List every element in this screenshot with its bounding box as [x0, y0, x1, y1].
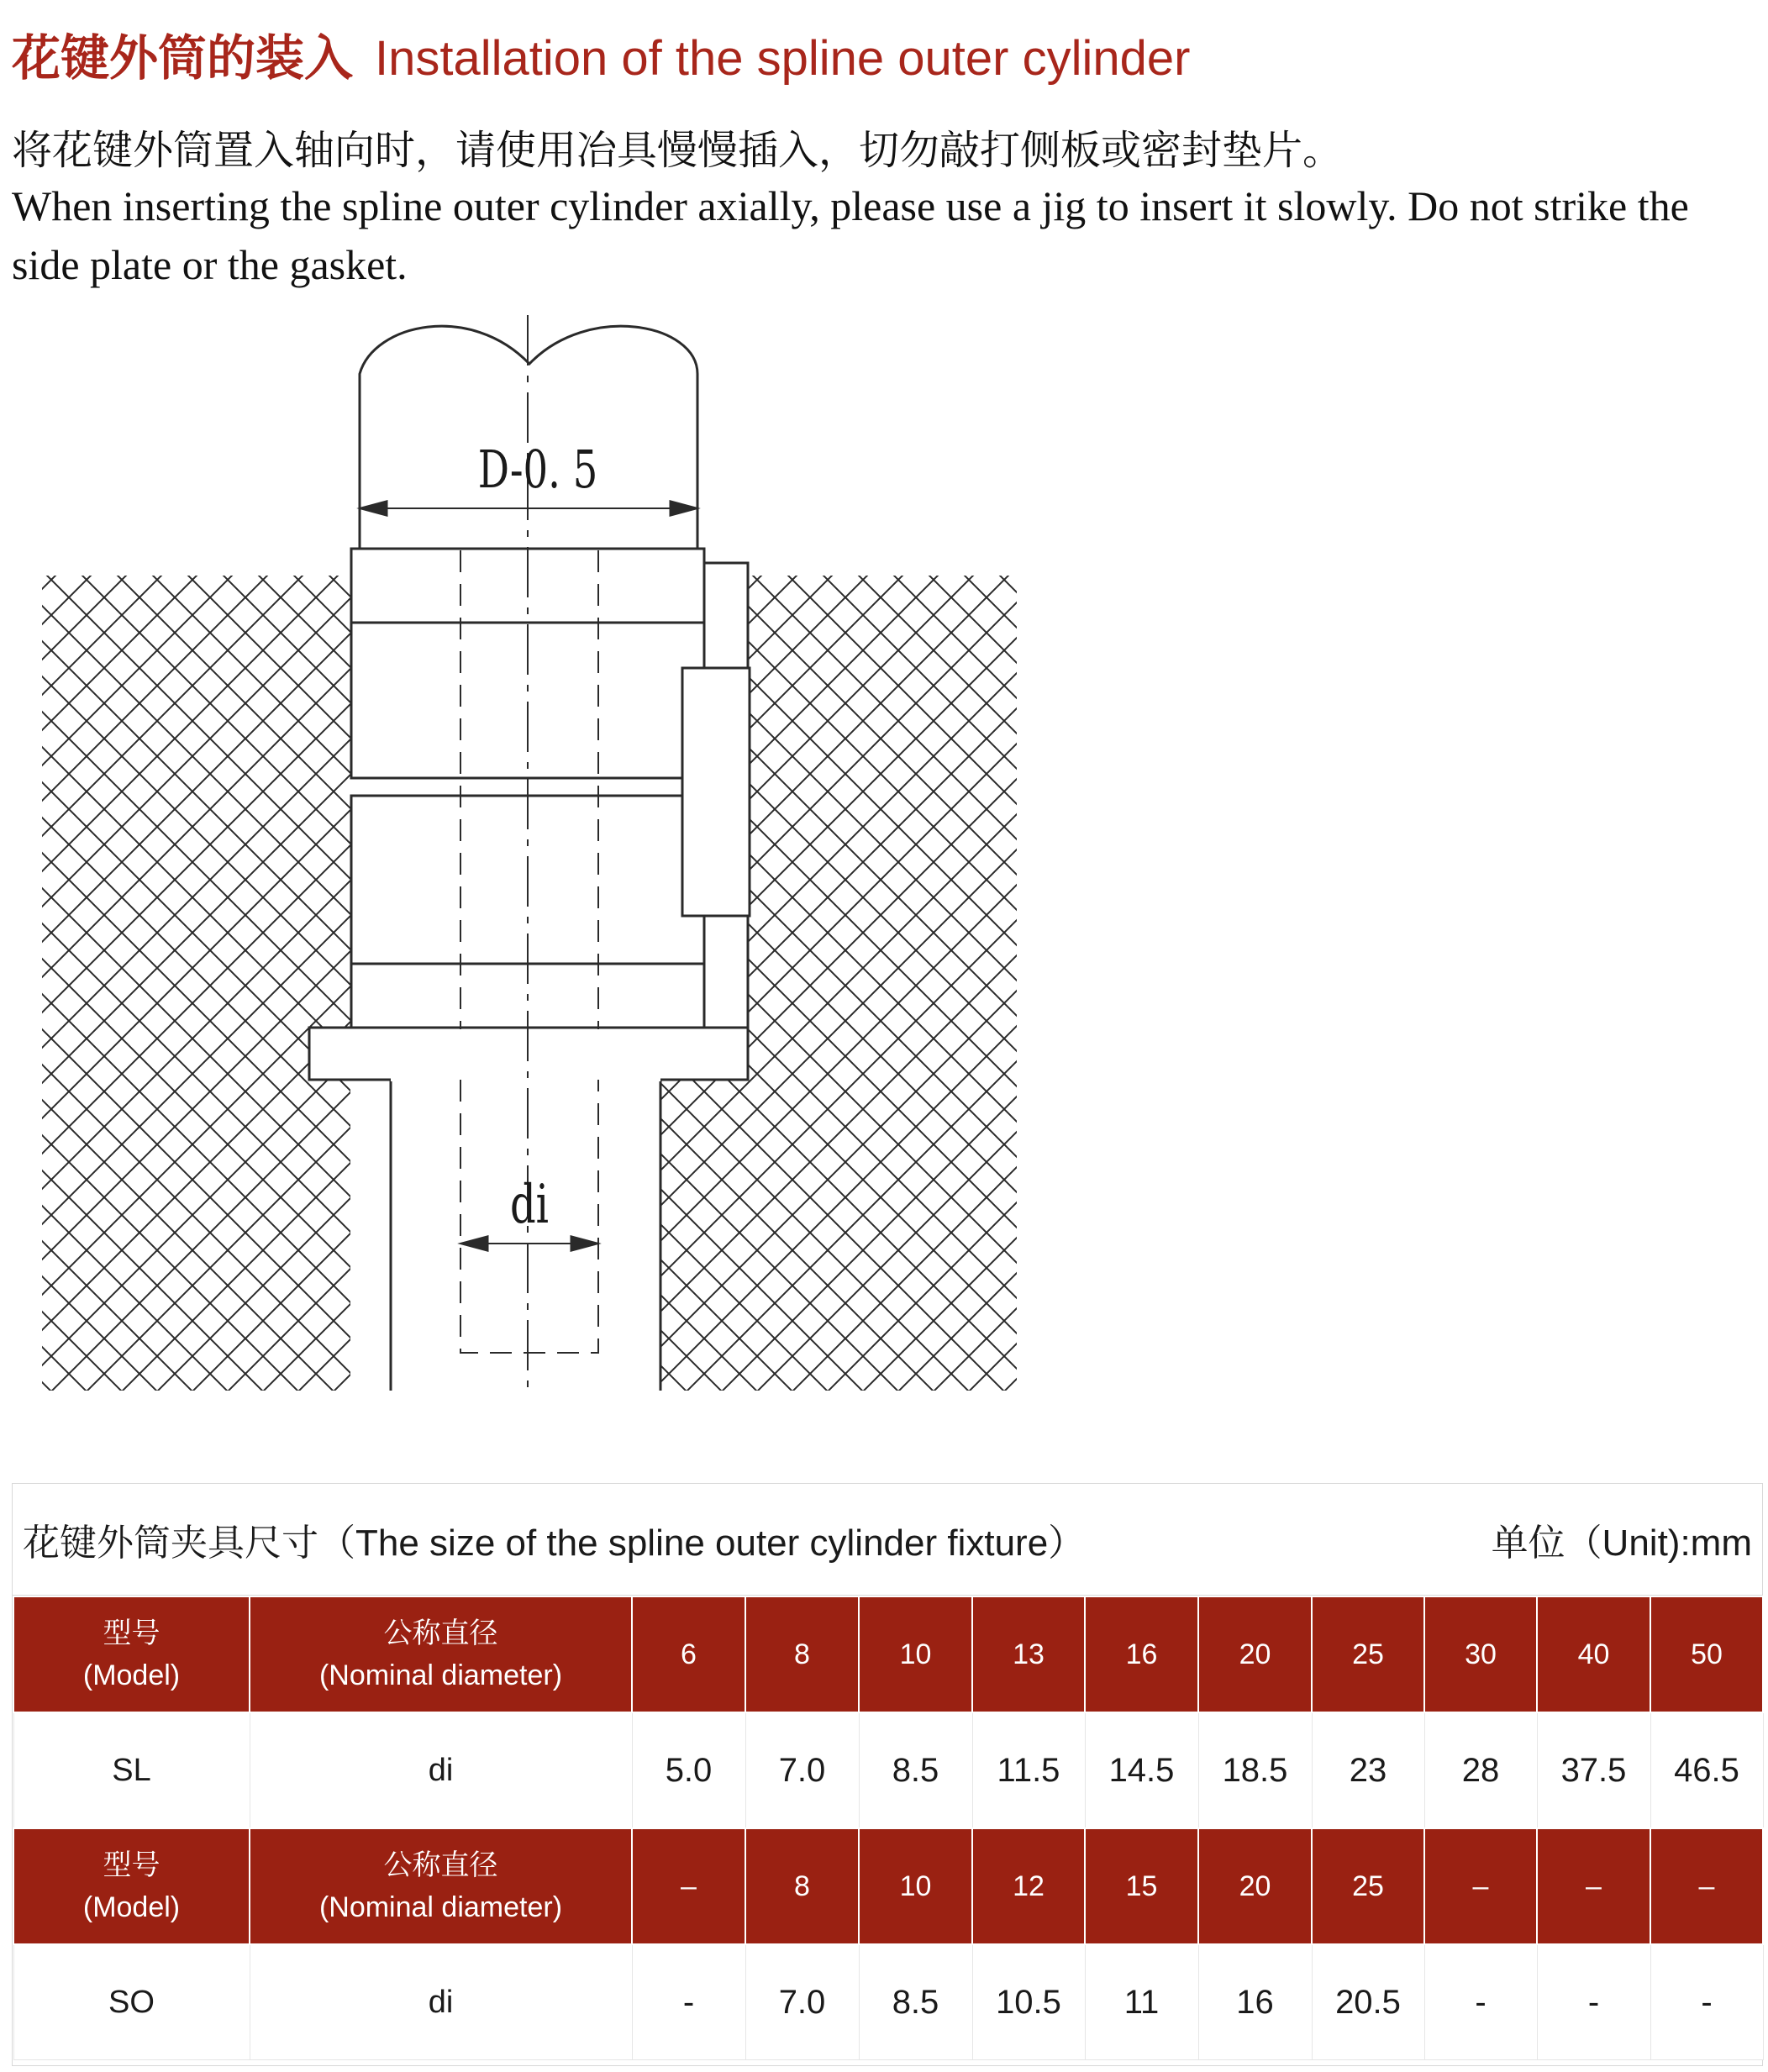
title-en: Installation of the spline outer cylinder	[375, 31, 1191, 86]
value-cell: 14.5	[1085, 1712, 1198, 1828]
nominal-header: 公称直径 (Nominal diameter)	[250, 1828, 632, 1944]
dimension-label-top: D-0. 5	[477, 439, 598, 500]
size-cell: 30	[1424, 1596, 1537, 1712]
value-cell: 37.5	[1537, 1712, 1650, 1828]
installation-diagram	[34, 315, 1042, 1407]
value-cell: 10.5	[972, 1944, 1085, 2060]
size-cell: 25	[1312, 1596, 1424, 1712]
size-cell: 12	[972, 1828, 1085, 1944]
table-header-bar	[13, 1484, 1762, 1596]
model-cell: SO	[13, 1944, 250, 2060]
size-cell: 20	[1198, 1828, 1312, 1944]
size-cell: –	[632, 1828, 745, 1944]
value-cell: -	[1650, 1944, 1763, 2060]
fixture-size-table	[12, 1483, 1763, 2066]
so-value-row	[13, 1944, 1763, 2060]
size-cell: 13	[972, 1596, 1085, 1712]
value-cell: 7.0	[745, 1944, 859, 2060]
value-cell: 5.0	[632, 1712, 745, 1828]
value-cell: 8.5	[859, 1712, 972, 1828]
value-cell: -	[632, 1944, 745, 2060]
param-cell: di	[250, 1944, 632, 2060]
title-zh: 花键外筒的装入	[12, 29, 354, 87]
size-cell: 25	[1312, 1828, 1424, 1944]
value-cell: 28	[1424, 1712, 1537, 1828]
so-header-row	[13, 1828, 1763, 1944]
size-cell: 8	[745, 1828, 859, 1944]
size-cell: –	[1537, 1828, 1650, 1944]
size-cell: 40	[1537, 1596, 1650, 1712]
value-cell: 11	[1085, 1944, 1198, 2060]
table-caption: 花键外筒夹具尺寸（The size of the spline outer cylinder fixture）	[23, 1522, 1086, 1564]
value-cell: 18.5	[1198, 1712, 1312, 1828]
sl-value-row	[13, 1712, 1763, 1828]
description-zh: 将花键外筒置入轴向时，请使用冶具慢慢插入，切勿敲打侧板或密封垫片。	[12, 127, 1344, 174]
value-cell: 20.5	[1312, 1944, 1424, 2060]
model-header: 型号 (Model)	[13, 1596, 250, 1712]
dimension-label-bottom: di	[509, 1173, 550, 1236]
size-cell: –	[1424, 1828, 1537, 1944]
value-cell: 8.5	[859, 1944, 972, 2060]
size-cell: 15	[1085, 1828, 1198, 1944]
spec-table	[13, 1596, 1764, 2060]
value-cell: -	[1537, 1944, 1650, 2060]
size-cell: –	[1650, 1828, 1763, 1944]
value-cell: -	[1424, 1944, 1537, 2060]
size-cell: 50	[1650, 1596, 1763, 1712]
nominal-header: 公称直径 (Nominal diameter)	[250, 1596, 632, 1712]
size-cell: 8	[745, 1596, 859, 1712]
sl-header-row	[13, 1596, 1763, 1712]
value-cell: 7.0	[745, 1712, 859, 1828]
param-cell: di	[250, 1712, 632, 1828]
model-header: 型号 (Model)	[13, 1828, 250, 1944]
page-title	[12, 18, 1190, 86]
unit-label: 单位（Unit):mm	[1491, 1522, 1752, 1564]
size-cell: 16	[1085, 1596, 1198, 1712]
value-cell: 11.5	[972, 1712, 1085, 1828]
description-en: When inserting the spline outer cylinder axially, please use a jig to insert it slowly. Do not strike the side plate or the gasket.	[12, 182, 1689, 288]
value-cell: 23	[1312, 1712, 1424, 1828]
housing-hatch	[42, 576, 350, 1391]
size-cell: 6	[632, 1596, 745, 1712]
model-cell: SL	[13, 1712, 250, 1828]
value-cell: 46.5	[1650, 1712, 1763, 1828]
size-cell: 10	[859, 1828, 972, 1944]
value-cell: 16	[1198, 1944, 1312, 2060]
size-cell: 20	[1198, 1596, 1312, 1712]
size-cell: 10	[859, 1596, 972, 1712]
